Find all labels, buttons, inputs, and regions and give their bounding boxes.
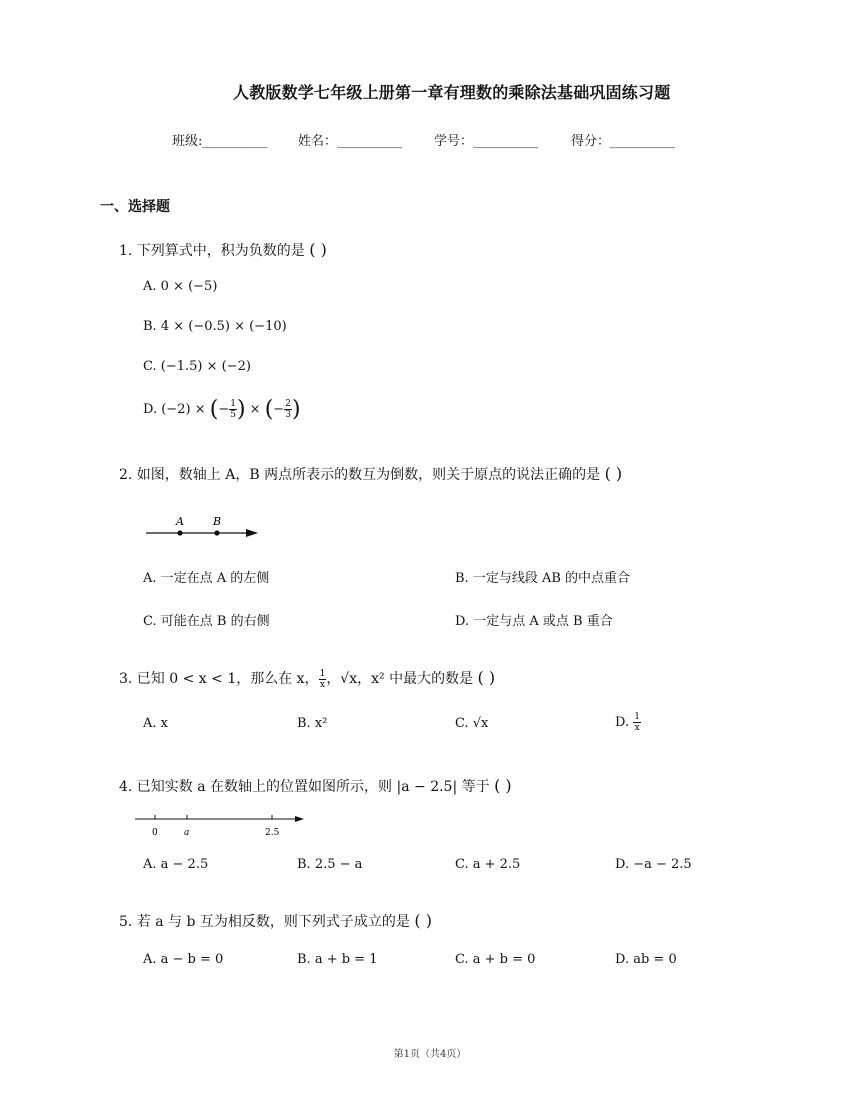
fraction-1-x: $\frac{1}{x}$	[634, 712, 640, 733]
q5-option-b: B. a + b = 1	[297, 952, 378, 967]
question-5-stem	[119, 911, 432, 931]
class-field	[172, 130, 267, 149]
name-blank: __________	[337, 134, 403, 149]
fraction-1-5: $\frac{1}{5}$	[230, 399, 236, 420]
q1-option-d: D. (−2) × (− $\frac{1}{5}$ ) × (− $\frac{2}{3}$ )	[143, 397, 301, 422]
q3-option-c: C. √x	[455, 716, 489, 731]
arrow-icon	[246, 529, 258, 537]
q5-option-a: A. a − b = 0	[143, 952, 224, 967]
number-line-ab	[140, 512, 265, 542]
id-field	[434, 130, 538, 149]
class-blank: __________	[202, 134, 268, 149]
point-a	[177, 530, 182, 535]
q2-option-c: C. 可能在点 B 的右侧	[143, 614, 270, 629]
page-footer: 第1页（共4页）	[393, 1049, 467, 1060]
name-label: 姓名：	[298, 134, 338, 149]
question-1-text: 1. 下列算式中，积为负数的是	[119, 243, 305, 259]
q4-option-b: B. 2.5 − a	[297, 857, 363, 872]
id-label: 学号：	[434, 134, 474, 149]
answer-paren: ( )	[494, 776, 512, 795]
q1-option-d-prefix: D. (−2) ×	[143, 402, 210, 417]
question-4-text: 4. 已知实数 a 在数轴上的位置如图所示，则 |a − 2.5| 等于	[119, 779, 490, 795]
q2-option-a: A. 一定在点 A 的左侧	[143, 571, 270, 586]
q3-option-d-prefix: D.	[615, 715, 634, 730]
answer-paren: ( )	[414, 911, 432, 930]
number-line-a	[130, 810, 310, 840]
page-title: 人教版数学七年级上册第一章有理数的乘除法基础巩固练习题	[233, 83, 671, 102]
label-0: 0	[152, 828, 158, 838]
q1-option-a: A. 0 × (−5)	[143, 279, 218, 294]
q5-option-c: C. a + b = 0	[455, 952, 536, 967]
score-blank: __________	[610, 134, 676, 149]
answer-paren: ( )	[604, 464, 623, 483]
score-field	[571, 130, 675, 149]
q4-option-d: D. −a − 2.5	[615, 857, 692, 872]
label-a: a	[184, 828, 190, 838]
question-1-stem	[119, 240, 327, 260]
score-label: 得分：	[571, 134, 611, 149]
label-b: B	[213, 515, 222, 528]
q5-option-d: D. ab = 0	[615, 952, 677, 967]
question-4-stem	[119, 776, 512, 796]
q3-option-b: B. x²	[297, 716, 328, 731]
q3-option-a: A. x	[143, 716, 168, 731]
question-5-text: 5. 若 a 与 b 互为相反数，则下列式子成立的是	[119, 914, 410, 930]
question-3-stem	[119, 668, 495, 690]
question-3-text-suffix: ，√x，x² 中最大的数是	[326, 671, 474, 687]
q4-option-c: C. a + 2.5	[455, 857, 521, 872]
answer-paren: ( )	[309, 240, 327, 259]
question-3-text-prefix: 3. 已知 0 < x < 1，那么在 x，	[119, 671, 319, 687]
q3-option-d	[615, 712, 641, 733]
question-2-text: 2. 如图，数轴上 A，B 两点所表示的数互为倒数，则关于原点的说法正确的是	[119, 467, 601, 483]
q1-option-b: B. 4 × (−0.5) × (−10)	[143, 319, 287, 334]
class-label: 班级:	[172, 134, 203, 149]
id-blank: __________	[473, 134, 539, 149]
q2-option-d: D. 一定与点 A 或点 B 重合	[455, 614, 613, 629]
point-b	[214, 530, 219, 535]
q4-option-a: A. a − 2.5	[143, 857, 209, 872]
label-a: A	[176, 515, 184, 528]
arrow-icon	[295, 816, 304, 822]
answer-paren: ( )	[477, 668, 496, 687]
label-2-5: 2.5	[265, 828, 280, 838]
fraction-1-x: $\frac{1}{x}$	[319, 668, 326, 690]
q2-option-b: B. 一定与线段 AB 的中点重合	[455, 571, 631, 586]
question-2-stem	[119, 464, 622, 484]
name-field	[298, 130, 402, 149]
q1-option-c: C. (−1.5) × (−2)	[143, 359, 251, 374]
section-heading: 一、选择题	[100, 199, 170, 215]
fraction-2-3: $\frac{2}{3}$	[285, 399, 291, 420]
